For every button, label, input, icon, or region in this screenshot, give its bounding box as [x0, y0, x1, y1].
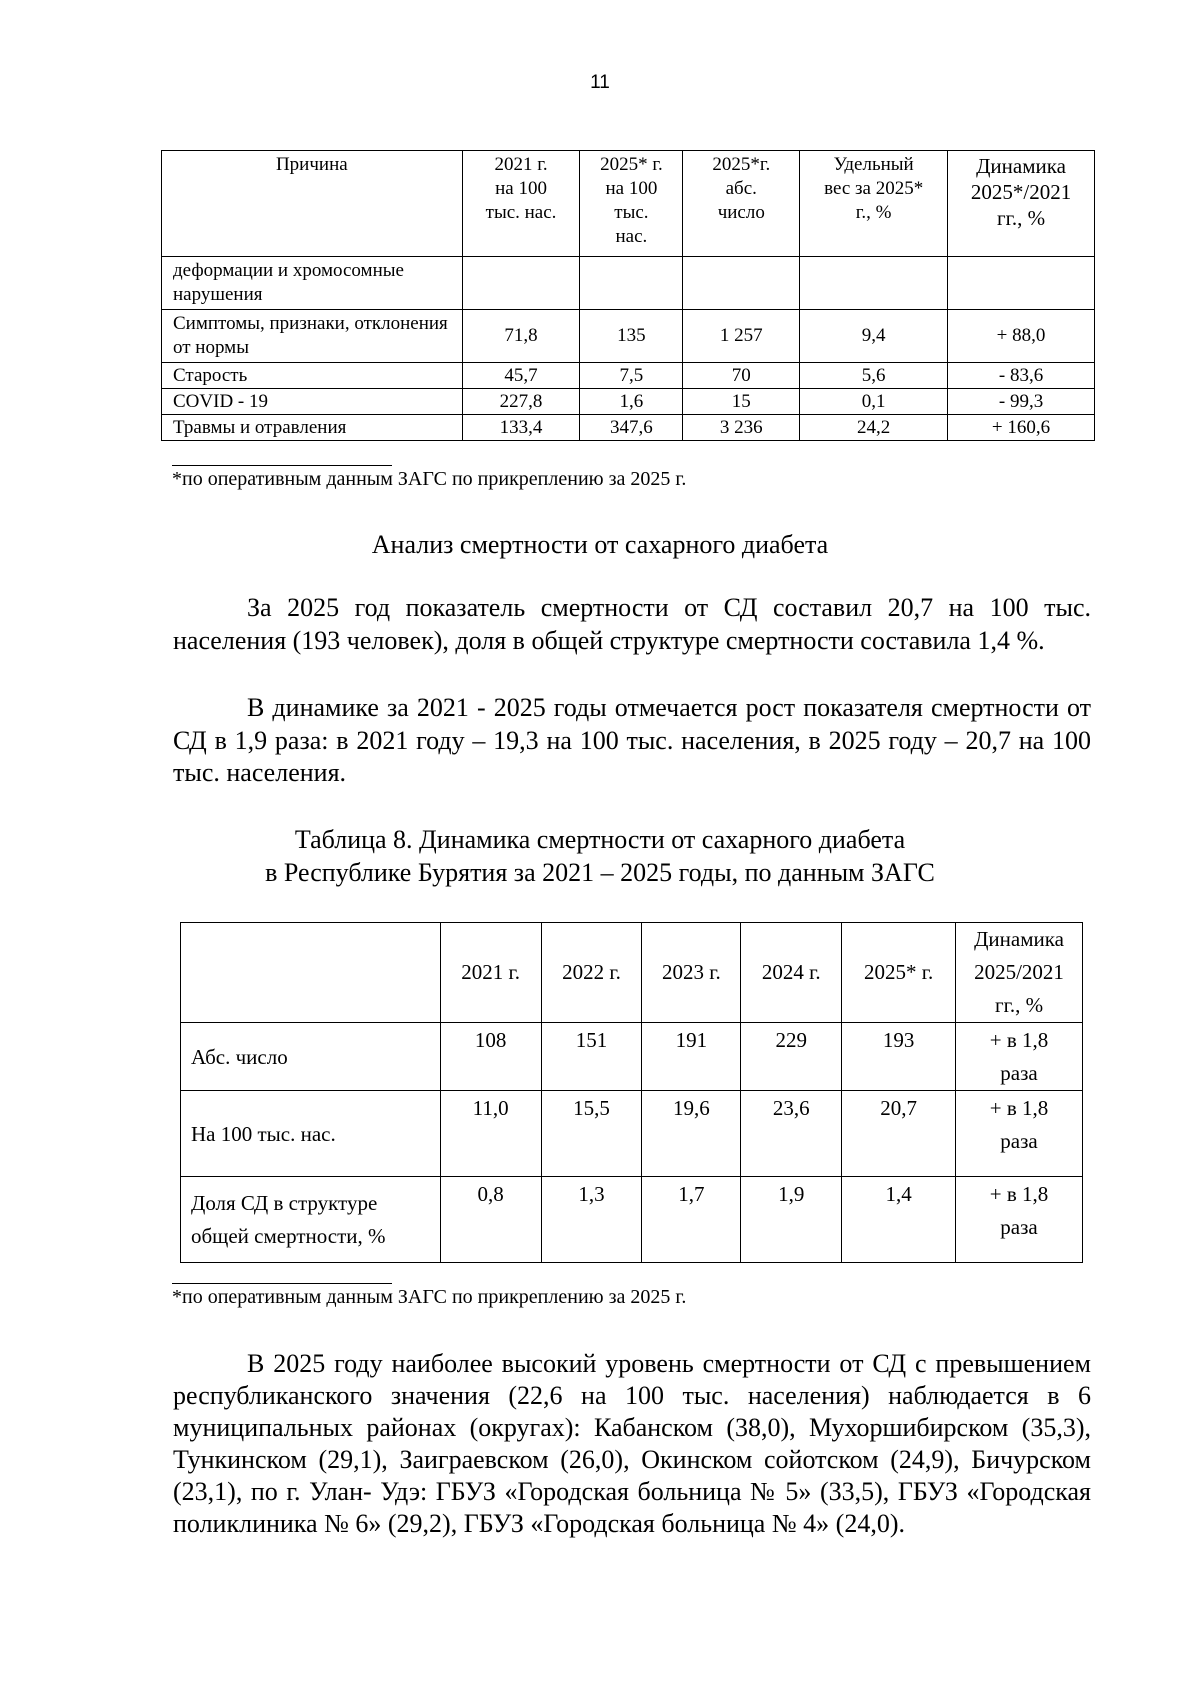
cause-cell: Старость — [162, 363, 463, 389]
cell: + 88,0 — [948, 310, 1095, 363]
cell: 135 — [580, 310, 683, 363]
cell: 133,4 — [462, 415, 580, 441]
table-row — [162, 415, 1095, 441]
cell: 3 236 — [683, 415, 800, 441]
header-empty — [181, 923, 441, 1023]
cell: - 83,6 — [948, 363, 1095, 389]
cell: 7,5 — [580, 363, 683, 389]
cell: 70 — [683, 363, 800, 389]
header-cause: Причина — [162, 151, 463, 257]
cell: + в 1,8 раза — [956, 1177, 1083, 1263]
cell: 71,8 — [462, 310, 580, 363]
section-heading: Анализ смертности от сахарного диабета — [371, 530, 829, 559]
cause-cell: Травмы и отравления — [162, 415, 463, 441]
header-2025-abs: 2025*г. абс. число — [683, 151, 800, 257]
cell: 19,6 — [642, 1091, 741, 1177]
cell: 1,9 — [741, 1177, 842, 1263]
cell: 0,8 — [440, 1177, 541, 1263]
table-caption-line-1: Таблица 8. Динамика смертности от сахарного диабета — [294, 825, 906, 854]
table-header-row — [162, 151, 1095, 257]
cell: 15,5 — [541, 1091, 642, 1177]
diabetes-mortality-table — [180, 922, 1083, 1263]
page-number: 11 — [590, 72, 610, 93]
cell: + 160,6 — [948, 415, 1095, 441]
cell: - 99,3 — [948, 389, 1095, 415]
table-row — [162, 257, 1095, 310]
cell: 1,3 — [541, 1177, 642, 1263]
cell: + в 1,8 раза — [956, 1023, 1083, 1091]
header-2023: 2023 г. — [642, 923, 741, 1023]
footnote-2: *по оперативным данным ЗАГС по прикреплению за 2025 г. — [172, 1286, 687, 1308]
table-row — [162, 363, 1095, 389]
paragraph-1: За 2025 год показатель смертности от СД составил 20,7 на 100 тыс. населения (193 человек), доля в общей структуре смертности составила 1,4 %. — [173, 593, 1091, 655]
header-share: Удельный вес за 2025* г., % — [800, 151, 948, 257]
table-row — [181, 1177, 1083, 1263]
cause-cell: деформации и хромосомные нарушения — [162, 257, 463, 310]
cell: + в 1,8 раза — [956, 1091, 1083, 1177]
cell: 1,4 — [842, 1177, 956, 1263]
table-header-row — [181, 923, 1083, 1023]
cell: 5,6 — [800, 363, 948, 389]
cell — [800, 257, 948, 310]
table-caption-line-2: в Республике Бурятия за 2021 – 2025 годы, по данным ЗАГС — [265, 858, 935, 887]
header-2021: 2021 г. — [440, 923, 541, 1023]
cell — [683, 257, 800, 310]
cell: 227,8 — [462, 389, 580, 415]
cell: 23,6 — [741, 1091, 842, 1177]
cell: 45,7 — [462, 363, 580, 389]
header-2021-rate: 2021 г. на 100 тыс. нас. — [462, 151, 580, 257]
cell: 229 — [741, 1023, 842, 1091]
cell: 151 — [541, 1023, 642, 1091]
cell: 193 — [842, 1023, 956, 1091]
header-dynamics: Динамика 2025/2021 гг., % — [956, 923, 1083, 1023]
cell: 9,4 — [800, 310, 948, 363]
cell: 20,7 — [842, 1091, 956, 1177]
footnote-divider — [172, 465, 392, 466]
cell: 0,1 — [800, 389, 948, 415]
row-label: На 100 тыс. нас. — [181, 1091, 441, 1177]
cause-cell: Симптомы, признаки, отклонения от нормы — [162, 310, 463, 363]
row-label: Абс. число — [181, 1023, 441, 1091]
table-row — [162, 389, 1095, 415]
cell: 191 — [642, 1023, 741, 1091]
table-row — [181, 1023, 1083, 1091]
cell: 1,7 — [642, 1177, 741, 1263]
table-row — [162, 310, 1095, 363]
header-2025: 2025* г. — [842, 923, 956, 1023]
header-2022: 2022 г. — [541, 923, 642, 1023]
cell: 24,2 — [800, 415, 948, 441]
header-2025-rate: 2025* г. на 100 тыс. нас. — [580, 151, 683, 257]
mortality-causes-table — [161, 150, 1095, 441]
cell: 11,0 — [440, 1091, 541, 1177]
cell: 1 257 — [683, 310, 800, 363]
paragraph-3: В 2025 году наиболее высокий уровень смертности от СД с превышением республиканского значения (22,6 на 100 тыс. населения) наблюдается в 6 муниципальных районах (округах): Кабанском (38,0), Мухоршибирском (35,3), Тункинском (29,1), Заиграевском (26,0), Окинском сойотском (24,9), Бичурском (23,1), по г. Улан- Удэ: ГБУЗ «Городская больница № 5» (33,5), ГБУЗ «Городская поликлиника № 6» (29,2), ГБУЗ «Городская больница № 4» (24,0). — [173, 1349, 1091, 1538]
header-dynamics: Динамика 2025*/2021 гг., % — [948, 151, 1095, 257]
cell: 108 — [440, 1023, 541, 1091]
footnote-divider — [172, 1283, 392, 1284]
cell — [948, 257, 1095, 310]
row-label: Доля СД в структуре общей смертности, % — [181, 1177, 441, 1263]
cause-cell: COVID - 19 — [162, 389, 463, 415]
cell: 1,6 — [580, 389, 683, 415]
table-row — [181, 1091, 1083, 1177]
paragraph-2: В динамике за 2021 - 2025 годы отмечается рост показателя смертности от СД в 1,9 раза: в 2021 году – 19,3 на 100 тыс. населения, в 2025 году – 20,7 на 100 тыс. населения. — [173, 693, 1091, 787]
cell — [580, 257, 683, 310]
footnote-1: *по оперативным данным ЗАГС по прикреплению за 2025 г. — [172, 468, 687, 490]
cell: 15 — [683, 389, 800, 415]
header-2024: 2024 г. — [741, 923, 842, 1023]
cell — [462, 257, 580, 310]
cell: 347,6 — [580, 415, 683, 441]
